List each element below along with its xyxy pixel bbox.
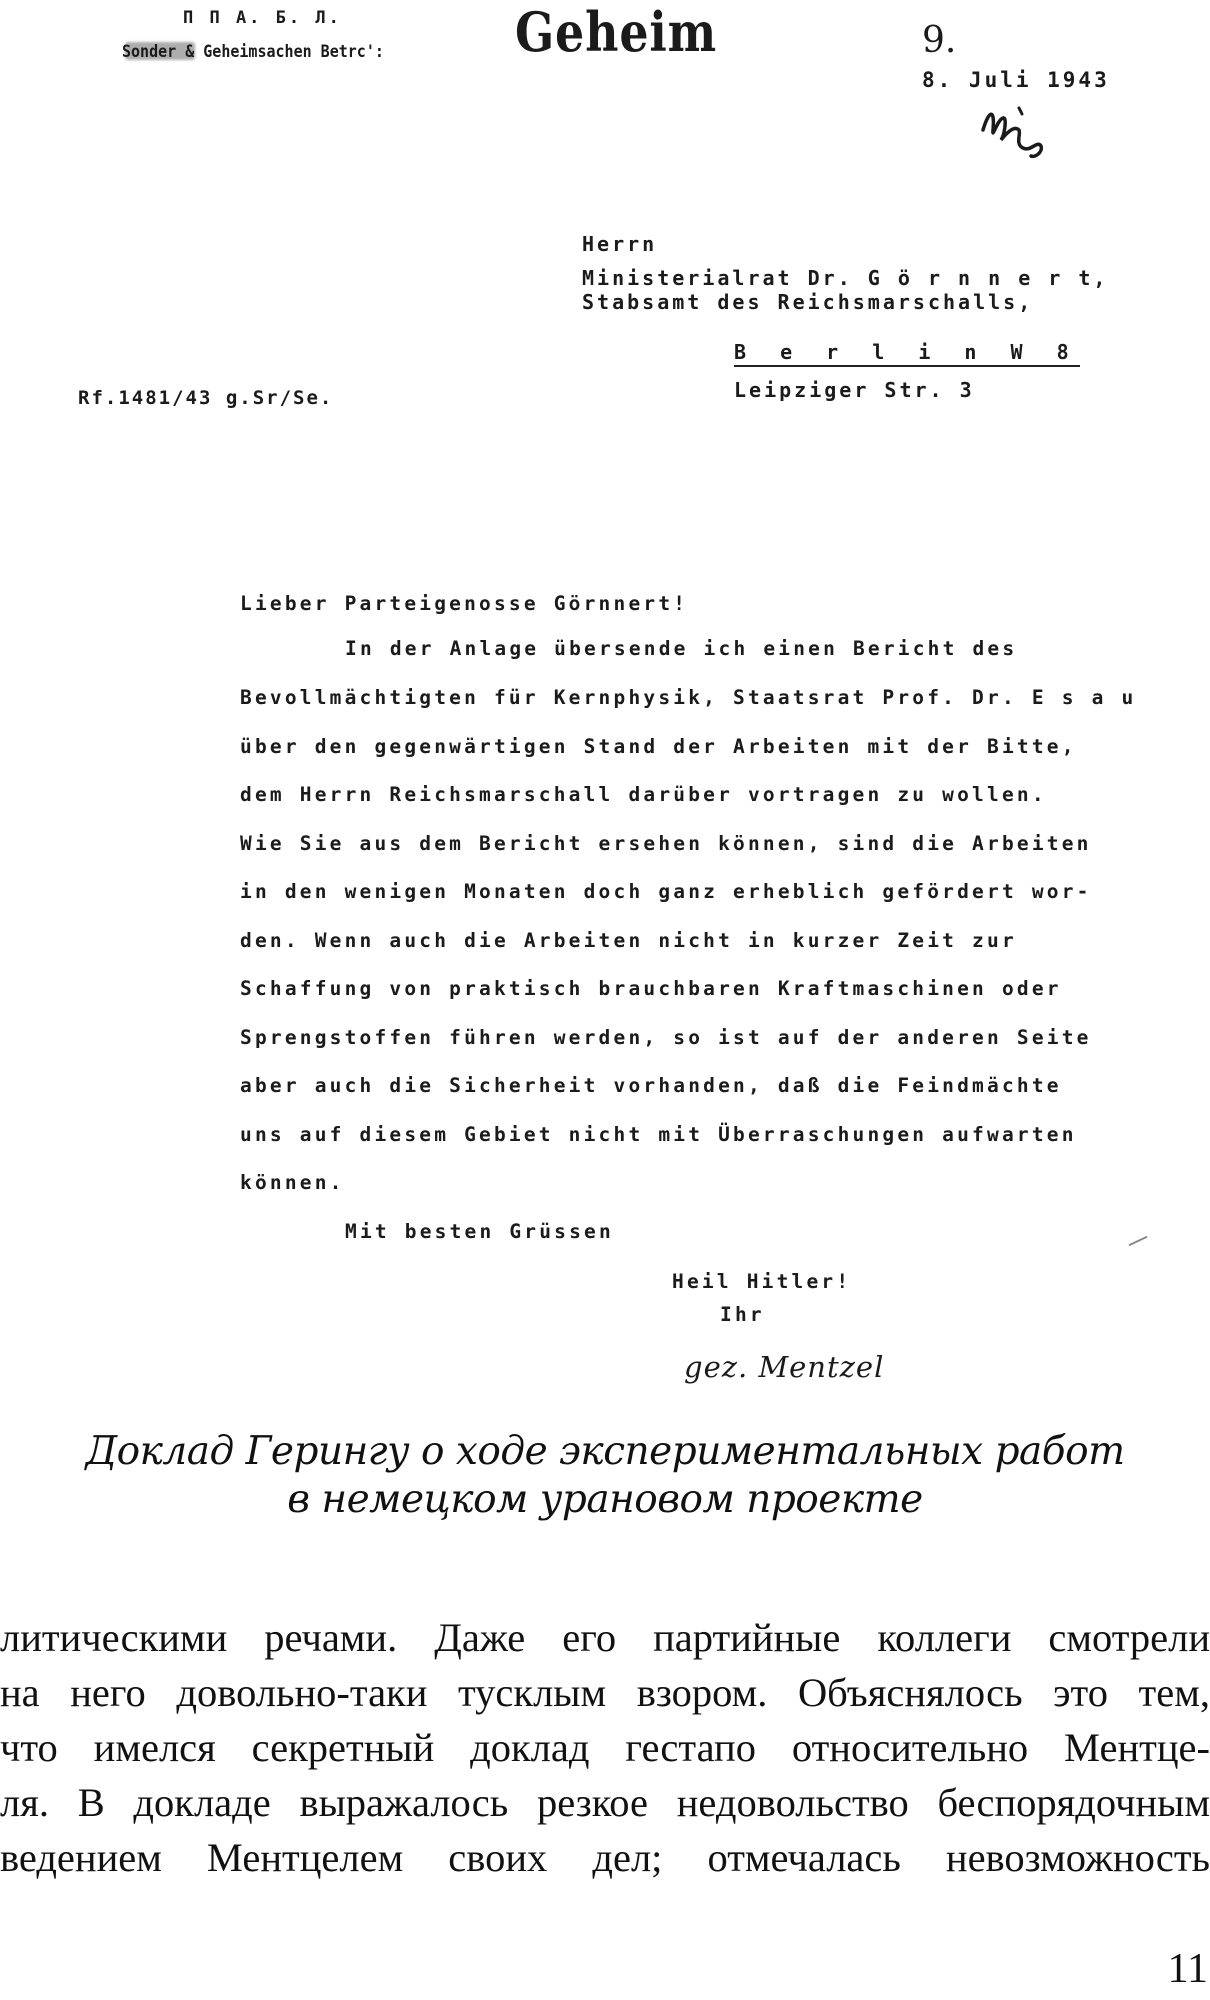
body-line: ведением Ментцелем своих дел; отмечалась невозможность — [0, 1835, 1210, 1880]
stamp-line-2: Sonder & Geheimsachen Betrc': — [122, 40, 384, 62]
body-line: ля. В докладе выражалось резкое недовольство беспорядочным — [0, 1780, 1210, 1825]
letter-ihr: Ihr — [720, 1303, 765, 1326]
letter-line: Sprengstoffen führen werden, so ist auf der anderen Seite — [240, 1026, 1092, 1049]
letter-line: Wie Sie aus dem Bericht ersehen können, sind die Arbeiten — [240, 832, 1092, 855]
page-number: 11 — [1167, 1946, 1208, 1992]
body-line: на него довольно-таки тусклым взором. Объяснялось это тем, — [0, 1670, 1210, 1715]
letter-line: den. Wenn auch die Arbeiten nicht in kurzer Zeit zur — [240, 929, 1017, 952]
body-line: литическими речами. Даже его партийные коллеги смотрели — [0, 1615, 1210, 1660]
recipient-street: Leipziger Str. 3 — [734, 378, 975, 402]
letter-line: über den gegenwärtigen Stand der Arbeiten mit der Bitte, — [240, 735, 1077, 758]
recipient-city: B e r l i n W 8 — [734, 340, 1080, 367]
letter-line: aber auch die Sicherheit vorhanden, daß die Feindmächte — [240, 1074, 1062, 1097]
letter-heil: Heil Hitler! — [672, 1270, 852, 1293]
letter-line: Bevollmächtigten für Kernphysik, Staatsrat Prof. Dr. E s a u — [240, 686, 1137, 709]
letter-closing: Mit besten Grüssen — [345, 1220, 614, 1243]
figure-caption — [0, 1428, 1210, 1524]
recipient-office: Stabsamt des Reichsmarschalls, — [582, 290, 1034, 314]
number-mark: 9. — [922, 20, 957, 61]
body-line: что имелся секретный доклад гестапо относительно Ментце- — [0, 1725, 1210, 1770]
reference-number: Rf.1481/43 g.Sr/Se. — [78, 387, 334, 409]
letter-salutation: Lieber Parteigenosse Görnnert! — [240, 592, 689, 615]
caption-line-1: Доклад Герингу о ходе экспериментальных работ — [85, 1429, 1125, 1474]
caption-line-2: в немецком урановом проекте — [287, 1477, 923, 1522]
letter-line: In der Anlage übersende ich einen Bericht des — [345, 637, 1018, 660]
letter-line: uns auf diesem Gebiet nicht mit Überraschungen aufwarten — [240, 1123, 1077, 1146]
stamp-line-1: П П А. Б. Л. — [183, 8, 342, 28]
recipient-salutation: Herrn — [582, 232, 658, 256]
body-paragraph — [0, 1610, 1210, 1885]
handwritten-initials — [975, 100, 1055, 170]
document-heading: Geheim — [515, 0, 718, 64]
letter-date: 8. Juli 1943 — [922, 68, 1110, 92]
recipient-name: Ministerialrat Dr. G ö r n n e r t, — [582, 266, 1109, 290]
letter-signature: gez. Mentzel — [684, 1350, 885, 1384]
letter-line: dem Herrn Reichsmarschall darüber vortragen zu wollen. — [240, 783, 1047, 806]
letter-line: in den wenigen Monaten doch ganz erheblich gefördert wor- — [240, 880, 1092, 903]
letter-line: können. — [240, 1171, 345, 1194]
scan-smudge — [1129, 1236, 1148, 1246]
letter-line: Schaffung von praktisch brauchbaren Kraftmaschinen oder — [240, 977, 1062, 1000]
